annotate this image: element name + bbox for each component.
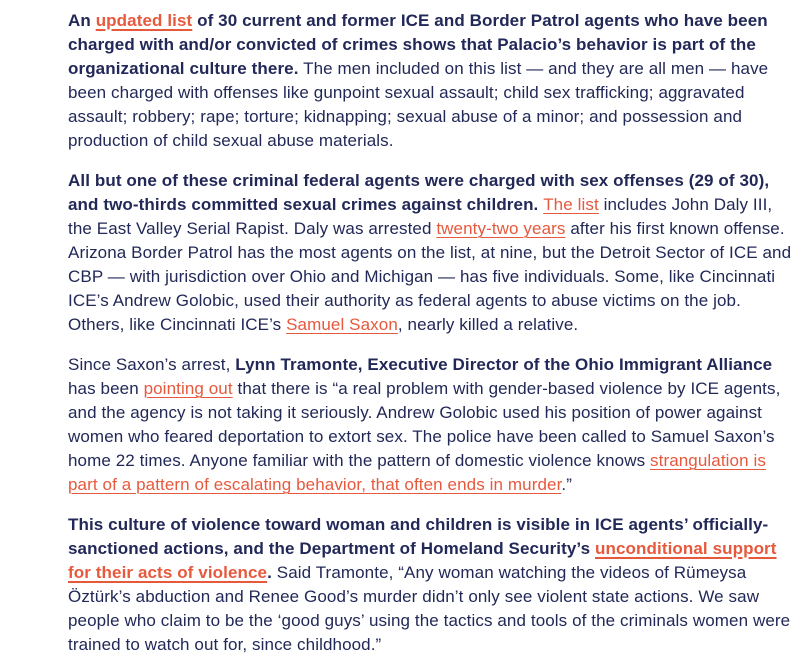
link-samuel-saxon[interactable]: Samuel Saxon <box>286 315 398 334</box>
paragraph-sex-offenses <box>68 169 794 337</box>
link-twenty-two-years[interactable]: twenty-two years <box>436 219 566 238</box>
link-unconditional-support[interactable]: unconditional support for their acts of violence <box>68 539 777 582</box>
text-run: after his first known offense. Arizona Border Patrol has the most agents on the list, at nine, but the Detroit Sector of ICE and CBP — with jurisdiction over Ohio and Michigan — has five individuals. Some, like Cincinnati ICE’s Andrew Golobic, used their authority as federal agents to abuse victims on the job. Others, like Cincinnati ICE’s <box>68 219 792 334</box>
text-run: Since Saxon’s arrest, <box>68 355 236 374</box>
link-pointing-out[interactable]: pointing out <box>143 379 233 398</box>
text-run: Said Tramonte, “Any woman watching the videos of Rümeysa Öztürk’s abduction and Renee Good’s murder didn’t only see violent state actions. We saw people who claim to be the ‘good guys’ using the tactics and tools of the criminals women were trained to watch out for, since childhood.” <box>68 563 791 654</box>
paragraph-culture-of-violence <box>68 513 794 657</box>
text-run: .” <box>561 475 572 494</box>
link-updated-list[interactable]: updated list <box>95 11 193 30</box>
text-run: has been <box>68 379 144 398</box>
text-run: Lynn Tramonte, Executive Director of the Ohio Immigrant Alliance <box>235 355 773 374</box>
text-run: An <box>68 11 96 30</box>
paragraph-updated-list <box>68 9 794 153</box>
text-run: of 30 current and former ICE and Border Patrol agents who have been charged with and/or convicted of crimes shows that Palacio’s behavior is part of the organizational culture there. <box>68 11 768 78</box>
paragraph-tramonte-quote <box>68 353 794 497</box>
link-strangulation-pattern[interactable]: strangulation is part of a pattern of escalating behavior, that often ends in murder <box>68 451 766 494</box>
text-run: , nearly killed a relative. <box>397 315 579 334</box>
text-run: that there is “a real problem with gender-based violence by ICE agents, and the agency is not taking it seriously. Andrew Golobic used his position of power against women who feared deportation to extort sex. The police have been called to Samuel Saxon’s home 22 times. Anyone familiar with the pattern of domestic violence knows <box>68 379 781 470</box>
text-run: The men included on this list — and they are all men — have been charged with offenses like gunpoint sexual assault; child sex trafficking; aggravated assault; robbery; rape; torture; kidnapping; sexual abuse of a minor; and possession and production of child sexual abuse materials. <box>68 59 769 150</box>
text-run: All but one of these criminal federal agents were charged with sex offenses (29 of 30), and two-thirds committed sexual crimes against children. <box>68 171 770 214</box>
text-run: This culture of violence toward woman and children is visible in ICE agents’ officially-sanctioned actions, and the Department of Homeland Security’s <box>68 515 769 558</box>
text-run: . <box>267 563 272 582</box>
link-the-list[interactable]: The list <box>543 195 599 214</box>
text-run: includes John Daly III, the East Valley Serial Rapist. Daly was arrested <box>68 195 773 238</box>
